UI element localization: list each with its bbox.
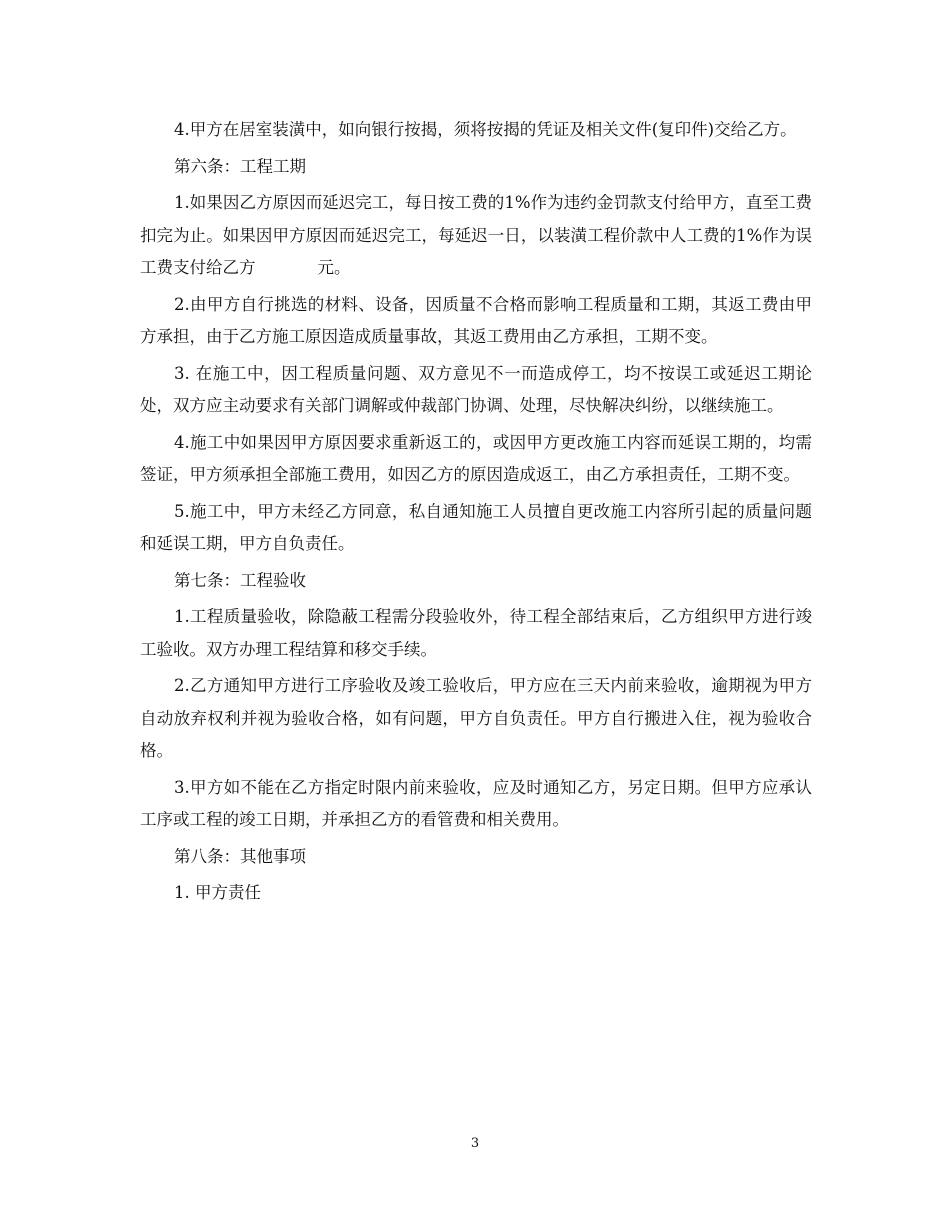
paragraph-work-stoppage: 3. 在施工中，因工程质量问题、双方意见不一而造成停工，均不按误工或延迟工期论处，双方应主动要求有关部门调解或仲裁部门协调、处理，尽快解决纠纷，以继续施工。 — [140, 363, 812, 415]
page-number: 3 — [470, 1136, 480, 1151]
section-heading-article-6: 第六条：工程工期 — [174, 156, 306, 176]
paragraph-rework: 4.施工中如果因甲方原因要求重新返工的，或因甲方更改施工内容而延误工期的，均需签证，甲方须承担全部施工费用，如因乙方的原因造成返工，由乙方承担责任，工期不变。 — [140, 432, 812, 484]
document-body — [140, 114, 812, 914]
paragraph-material-quality: 2.由甲方自行挑选的材料、设备，因质量不合格而影响工程质量和工期，其返工费由甲方承担，由于乙方施工原因造成质量事故，其返工费用由乙方承担，工期不变。 — [140, 294, 812, 346]
section-heading-article-7: 第七条：工程验收 — [174, 570, 306, 590]
paragraph-unauthorized-changes: 5.施工中，甲方未经乙方同意，私自通知施工人员擅自更改施工内容所引起的质量问题和延误工期，甲方自负责任。 — [140, 501, 812, 553]
paragraph-rescheduling: 3.甲方如不能在乙方指定时限内前来验收，应及时通知乙方，另定日期。但甲方应承认工序或工程的竣工日期，并承担乙方的看管费和相关费用。 — [140, 777, 812, 829]
section-heading-article-8: 第八条：其他事项 — [174, 846, 306, 866]
paragraph-delay-penalty — [140, 187, 812, 285]
paragraph-quality-acceptance: 1.工程质量验收，除隐蔽工程需分段验收外，待工程全部结束后，乙方组织甲方进行竣工验收。双方办理工程结算和移交手续。 — [140, 607, 812, 659]
subheading-party-a-responsibility: 1. 甲方责任 — [174, 883, 261, 902]
paragraph-acceptance-deadline: 2.乙方通知甲方进行工序验收及竣工验收后，甲方应在三天内前来验收，逾期视为甲方自动放弃权利并视为验收合格，如有问题，甲方自负责任。甲方自行搬进入住，视为验收合格。 — [140, 676, 812, 760]
paragraph-delay-penalty-text: 1.如果因乙方原因而延迟完工，每日按工费的1%作为违约金罚款支付给甲方，直至工费扣完为止。如果因甲方原因而延迟完工，每延迟一日，以装潢工程价款中人工费的1%作为误工费支付给乙方 — [140, 193, 812, 277]
paragraph-delay-penalty-suffix: 元。 — [317, 258, 351, 277]
paragraph-mortgage-documents: 4.甲方在居室装潢中，如向银行按揭，须将按揭的凭证及相关文件(复印件)交给乙方。 — [174, 120, 797, 139]
